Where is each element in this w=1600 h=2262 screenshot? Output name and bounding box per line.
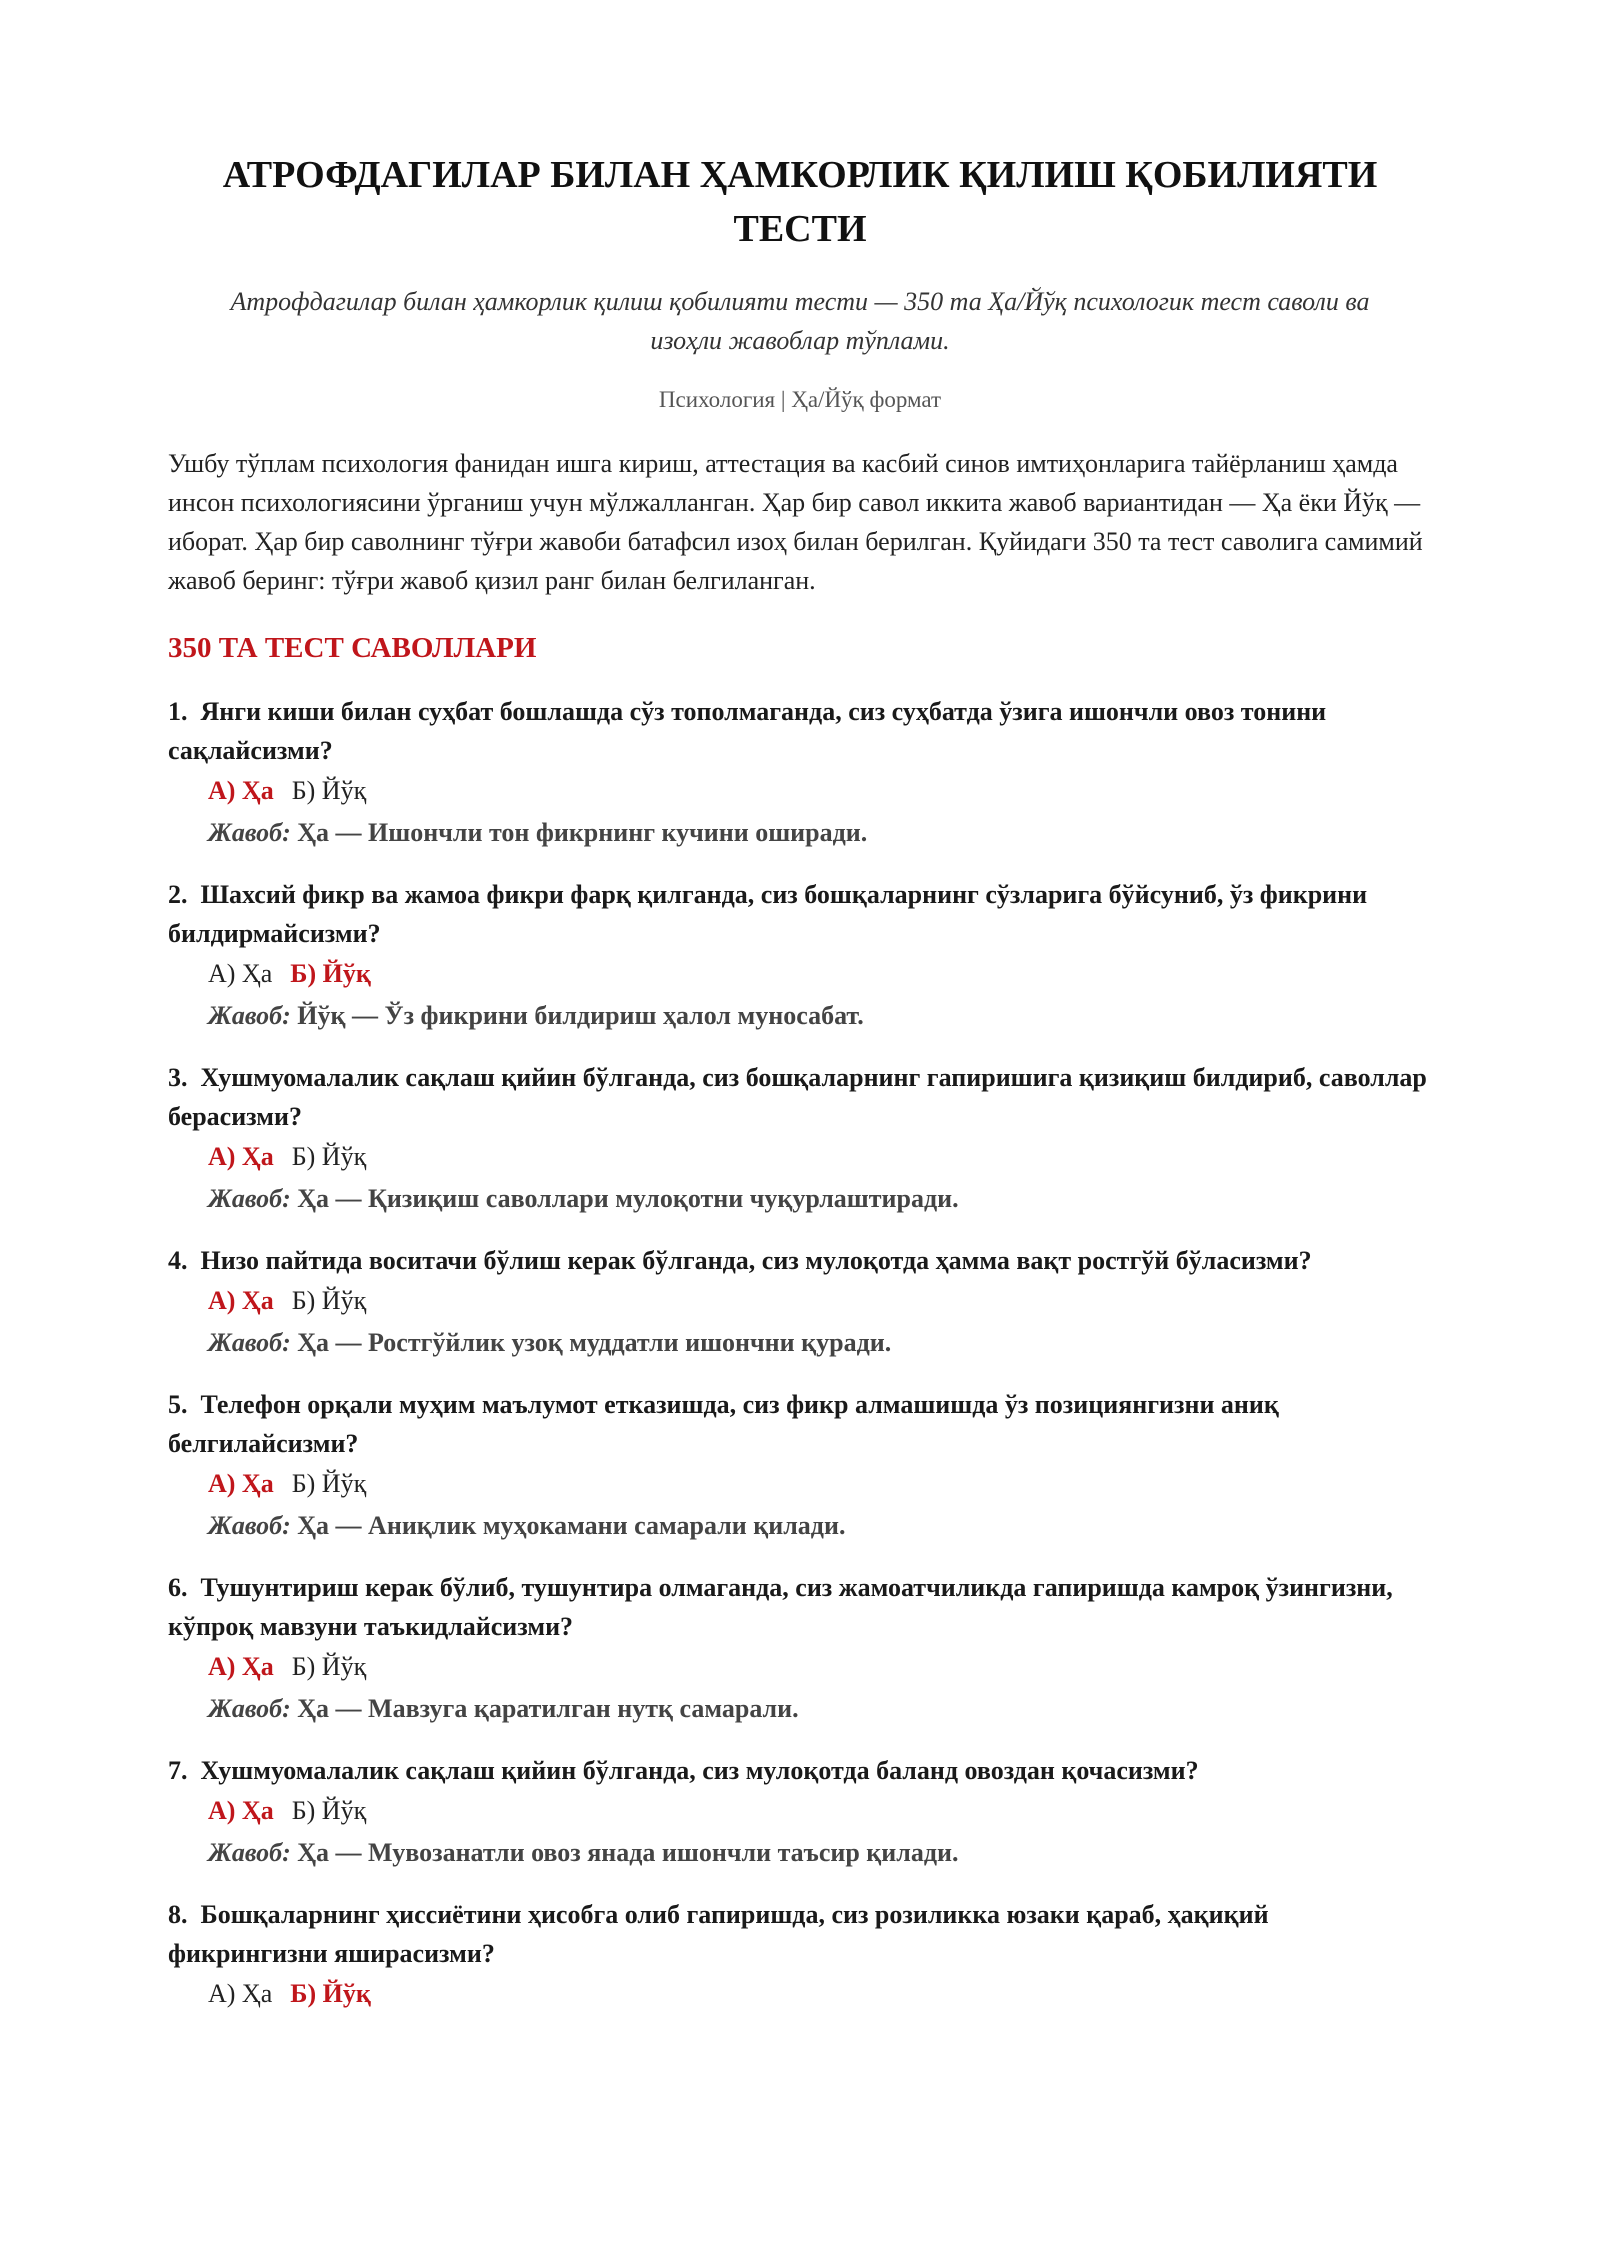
answer-options [168,1790,1432,1832]
answer-explanation [168,1832,1432,1874]
option-a: А) Ҳа [208,1796,274,1825]
question-item [168,1241,1432,1364]
question-item [168,1385,1432,1547]
question-body: Тушунтириш керак бўлиб, тушунтира олмаганда, сиз жамоатчиликда гапиришда камроқ ўзингизни, кўпроқ мавзуни таъкидлайсизми? [168,1573,1393,1641]
answer-text: Ҳа — Мувозанатли овоз янада ишончли таъсир қилади. [297,1838,959,1867]
answer-text: Йўқ — Ўз фикрини билдириш ҳалол муносабат. [297,1001,864,1030]
question-text [168,875,1432,953]
option-a: А) Ҳа [208,1979,273,2008]
answer-explanation [168,812,1432,854]
option-b: Б) Йўқ [291,1796,367,1825]
question-text [168,1385,1432,1463]
question-item [168,1895,1432,2015]
answer-label: Жавоб: [208,1328,291,1357]
option-b: Б) Йўқ [291,1652,367,1681]
question-item [168,1058,1432,1220]
option-a: А) Ҳа [208,1142,274,1171]
question-item [168,875,1432,1037]
question-text [168,1751,1432,1790]
option-b: Б) Йўқ [290,959,371,988]
question-number: 2. [168,880,188,909]
question-body: Хушмуомалалик сақлаш қийин бўлганда, сиз бошқаларнинг гапиришига қизиқиш билдириб, саволлар берасизми? [168,1063,1427,1131]
question-body: Шахсий фикр ва жамоа фикри фарқ қилганда, сиз бошқаларнинг сўзларига бўйсуниб, ўз фикрини билдирмайсизми? [168,880,1368,948]
answer-options [168,770,1432,812]
question-item [168,1568,1432,1730]
question-text [168,1058,1432,1136]
option-b: Б) Йўқ [291,1142,367,1171]
answer-label: Жавоб: [208,1694,291,1723]
question-body: Низо пайтида воситачи бўлиш керак бўлганда, сиз мулоқотда ҳамма вақт ростгўй бўласизми? [200,1246,1312,1275]
question-text [168,1895,1432,1973]
answer-text: Ҳа — Мавзуга қаратилган нутқ самарали. [297,1694,799,1723]
option-a: А) Ҳа [208,1469,274,1498]
answer-text: Ҳа — Аниқлик муҳокамани самарали қилади. [297,1511,846,1540]
question-number: 4. [168,1246,188,1275]
question-item [168,1751,1432,1874]
answer-explanation [168,995,1432,1037]
question-body: Бошқаларнинг ҳиссиётини ҳисобга олиб гапиришда, сиз розиликка юзаки қараб, ҳақиқий фикрингизни яширасизми? [168,1900,1269,1968]
answer-label: Жавоб: [208,1838,291,1867]
option-b: Б) Йўқ [291,1286,367,1315]
question-body: Янги киши билан суҳбат бошлашда сўз тополмаганда, сиз суҳбатда ўзига ишончли овоз тонини сақлайсизми? [168,697,1327,765]
document-page [168,148,1432,2015]
document-meta: Психология | Ҳа/Йўқ формат [658,387,942,412]
answer-label: Жавоб: [208,1001,291,1030]
option-a: А) Ҳа [208,776,274,805]
answer-text: Ҳа — Ишончли тон фикрнинг кучини оширади. [297,818,868,847]
question-text [168,1568,1432,1646]
section-heading: 350 ТА ТЕСТ САВОЛЛАРИ [168,632,537,664]
answer-options [168,1463,1432,1505]
answer-text: Ҳа — Қизиқиш саволлари мулоқотни чуқурлаштиради. [297,1184,959,1213]
option-a: А) Ҳа [208,959,273,988]
option-b: Б) Йўқ [291,1469,367,1498]
answer-label: Жавоб: [208,1184,291,1213]
question-number: 6. [168,1573,188,1602]
option-b: Б) Йўқ [290,1979,371,2008]
answer-options [168,1646,1432,1688]
question-number: 5. [168,1390,188,1419]
answer-text: Ҳа — Ростгўйлик узоқ муддатли ишончни қуради. [297,1328,892,1357]
option-a: А) Ҳа [208,1652,274,1681]
question-body: Телефон орқали муҳим маълумот етказишда, сиз фикр алмашишда ўз позициянгизни аниқ белгилайсизми? [168,1390,1279,1458]
answer-explanation [168,1322,1432,1364]
answer-explanation [168,1178,1432,1220]
answer-explanation [168,1688,1432,1730]
answer-label: Жавоб: [208,818,291,847]
document-subtitle: Атрофдагилар билан ҳамкорлик қилиш қобилияти тести — 350 та Ҳа/Йўқ психологик тест саволи ва изоҳли жавоблар тўплами. [230,287,1370,355]
answer-label: Жавоб: [208,1511,291,1540]
intro-paragraph: Ушбу тўплам психология фанидан ишга кириш, аттестация ва касбий синов имтиҳонларига тайёрланиш ҳамда инсон психологиясини ўрганиш учун мўлжалланган. Ҳар бир савол иккита жавоб вариантидан — Ҳа ёки Йўқ — иборат. Ҳар бир саволнинг тўғри жавоби батафсил изоҳ билан берилган. Қуйидаги 350 та тест саволига самимий жавоб беринг: тўғри жавоб қизил ранг билан белгиланган. [168,449,1423,595]
answer-options [168,1973,1432,2015]
option-a: А) Ҳа [208,1286,274,1315]
option-b: Б) Йўқ [291,776,367,805]
answer-options [168,953,1432,995]
answer-options [168,1280,1432,1322]
question-number: 3. [168,1063,188,1092]
question-body: Хушмуомалалик сақлаш қийин бўлганда, сиз мулоқотда баланд овоздан қочасизми? [200,1756,1199,1785]
answer-options [168,1136,1432,1178]
question-number: 7. [168,1756,188,1785]
question-text [168,1241,1432,1280]
answer-explanation [168,1505,1432,1547]
question-list [168,692,1432,2015]
question-number: 1. [168,697,188,726]
question-text [168,692,1432,770]
question-item [168,692,1432,854]
question-number: 8. [168,1900,188,1929]
document-title: АТРОФДАГИЛАР БИЛАН ҲАМКОРЛИК ҚИЛИШ ҚОБИЛИЯТИ ТЕСТИ [222,154,1378,250]
